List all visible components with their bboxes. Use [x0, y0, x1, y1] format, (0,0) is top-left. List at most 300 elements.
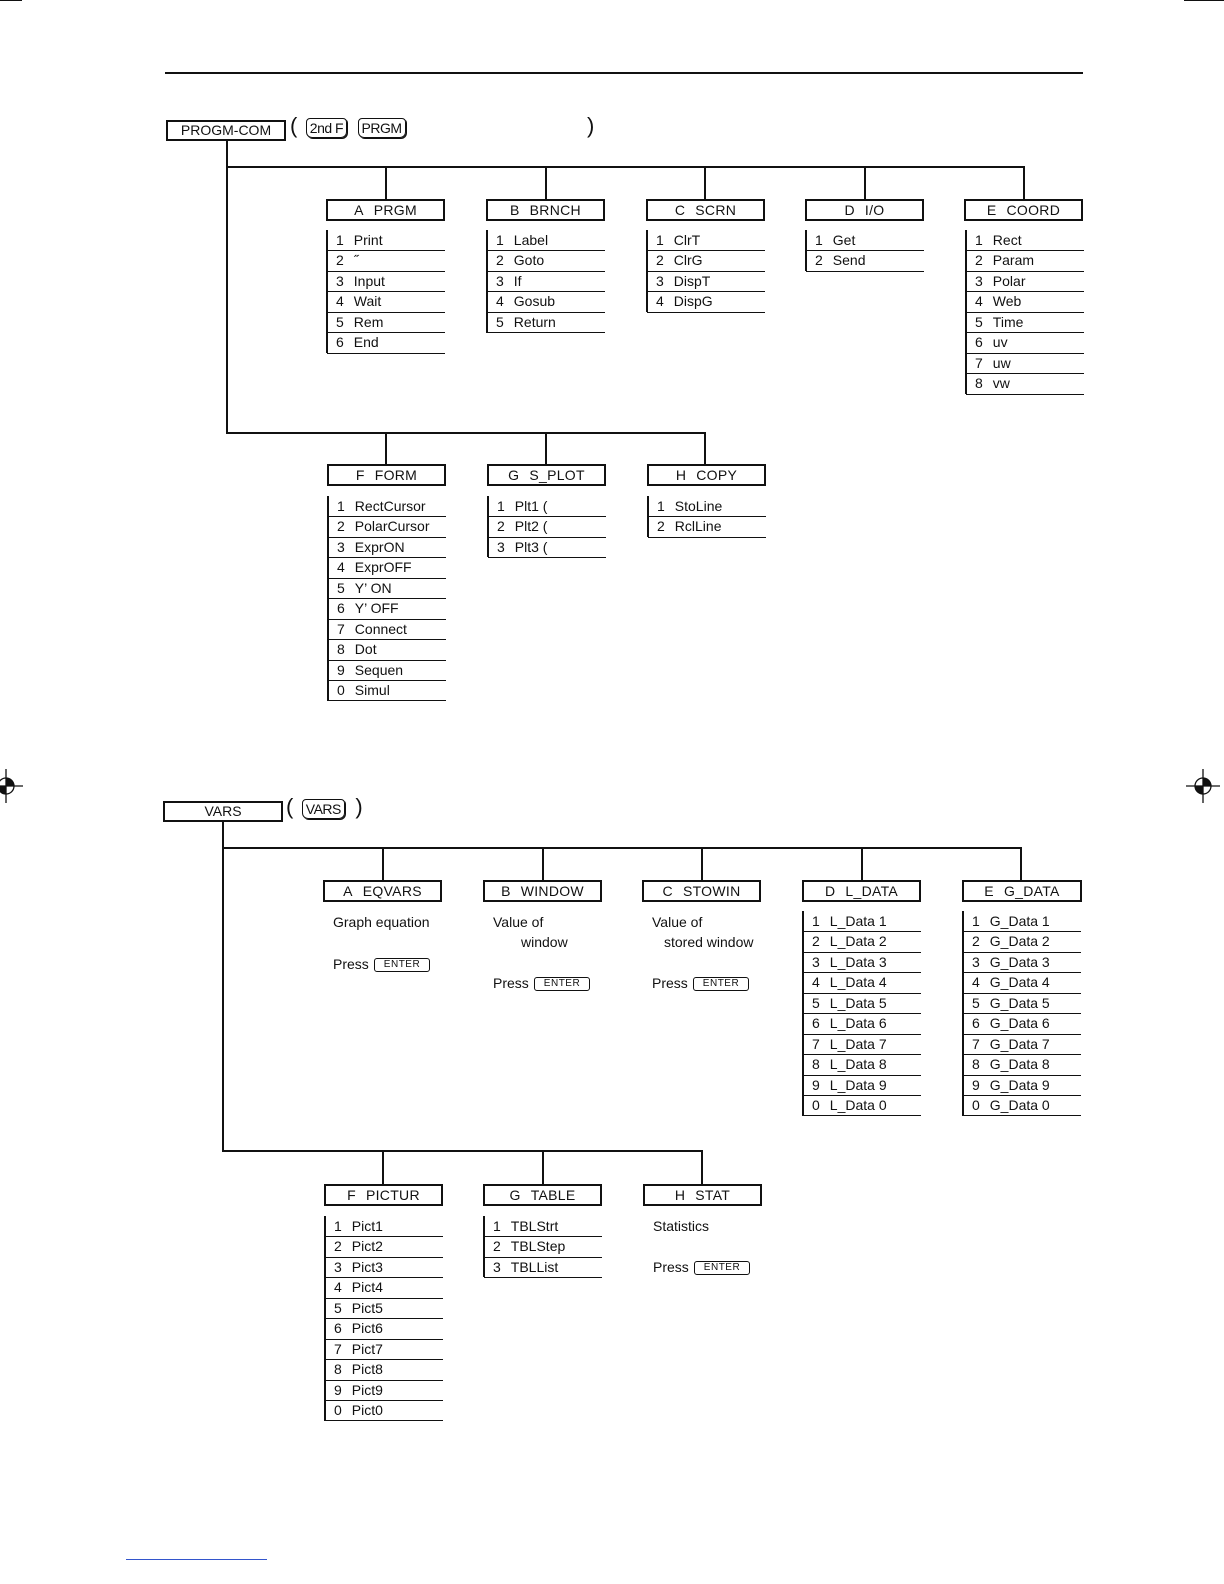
item-num: 8 [334, 1361, 342, 1378]
item-label: Goto [513, 252, 545, 269]
vars-trunk [222, 821, 224, 1152]
menu-title: COPY [696, 467, 738, 483]
menu-list-gdata [963, 912, 1081, 1116]
item-label: L_Data 9 [829, 1076, 887, 1093]
item-num: 1 [493, 1218, 501, 1234]
registration-mark-right [1186, 769, 1220, 803]
item-num: 3 [656, 272, 664, 289]
item-num: 1 [972, 913, 980, 929]
item-num: 2 [334, 1238, 342, 1255]
item-label: Plt1 ( [514, 498, 548, 514]
crop-mark-top-left [0, 0, 22, 1]
item-num: 0 [337, 681, 345, 698]
item-num: 9 [334, 1381, 342, 1398]
list-item [488, 497, 606, 517]
list-item [328, 599, 446, 619]
menu-header-form [327, 464, 446, 486]
connector [864, 166, 866, 200]
item-num: 7 [334, 1340, 342, 1357]
item-num: 4 [812, 974, 820, 991]
item-num: 1 [975, 232, 983, 248]
list-item [484, 1237, 602, 1257]
key-2ndf: 2nd F [306, 118, 347, 138]
list-item [647, 292, 765, 312]
item-label: L_Data 0 [829, 1096, 887, 1113]
menu-key: C [674, 202, 686, 218]
menu-list-table [484, 1217, 602, 1278]
list-item [487, 292, 605, 312]
item-num: 4 [334, 1279, 342, 1296]
menu-list-brnch [487, 231, 605, 333]
list-item [966, 313, 1084, 333]
item-label: Gosub [513, 293, 556, 310]
list-item [966, 272, 1084, 292]
item-num: 9 [972, 1076, 980, 1093]
item-num: 0 [334, 1401, 342, 1418]
connector [704, 166, 706, 200]
item-label: L_Data 4 [829, 974, 887, 991]
item-label: ExprON [354, 538, 405, 555]
item-num: 4 [337, 559, 345, 576]
item-label: Get [832, 232, 856, 248]
item-num: 5 [975, 313, 983, 330]
list-item [328, 640, 446, 660]
item-label: TBLList [510, 1258, 559, 1275]
crop-mark-top-right [1184, 0, 1224, 1]
item-num: 5 [496, 313, 504, 330]
list-item [488, 538, 606, 558]
item-label: ClrG [673, 252, 703, 269]
item-num: 4 [496, 293, 504, 310]
list-item [966, 333, 1084, 353]
item-label: Polar [992, 272, 1026, 289]
note-line: Value of [652, 914, 703, 930]
list-item [328, 517, 446, 537]
item-label: L_Data 1 [829, 913, 887, 929]
list-item [963, 932, 1081, 952]
item-label: G_Data 0 [989, 1096, 1050, 1113]
list-item [487, 251, 605, 271]
menu-header-coord [964, 199, 1083, 221]
item-num: 7 [975, 354, 983, 371]
item-label: G_Data 5 [989, 994, 1050, 1011]
connector [382, 847, 384, 880]
note-line: Statistics [653, 1218, 710, 1234]
list-item [325, 1217, 443, 1237]
item-num: 1 [812, 913, 820, 929]
item-num: 3 [334, 1258, 342, 1275]
vars-root-box [163, 801, 283, 822]
item-num: 9 [812, 1076, 820, 1093]
item-num: 2 [337, 518, 345, 535]
connector [1020, 847, 1022, 880]
list-item [487, 231, 605, 251]
menu-title: STOWIN [682, 883, 741, 899]
menu-title: PICTUR [365, 1187, 420, 1203]
registration-mark-left [0, 769, 23, 803]
menu-list-coord [966, 231, 1084, 395]
item-num: 2 [972, 933, 980, 950]
list-item [325, 1319, 443, 1339]
menu-list-io [806, 231, 924, 272]
item-label: Web [992, 293, 1022, 310]
menu-list-pictur [325, 1217, 443, 1421]
menu-key: C [662, 883, 673, 899]
list-item [325, 1340, 443, 1360]
item-num: 6 [812, 1015, 820, 1032]
item-num: 2 [657, 518, 665, 535]
menu-key: A [343, 883, 353, 899]
list-item [966, 231, 1084, 251]
list-item [327, 313, 445, 333]
item-label: L_Data 8 [829, 1056, 887, 1073]
item-num: 2 [656, 252, 664, 269]
list-item [325, 1278, 443, 1298]
list-item [963, 1076, 1081, 1096]
item-label: Pict2 [351, 1238, 383, 1255]
list-item [963, 1035, 1081, 1055]
item-label: Pict9 [351, 1381, 383, 1398]
header-rule [165, 72, 1083, 74]
item-label: StoLine [674, 498, 723, 514]
list-item [484, 1258, 602, 1278]
press-label: Press [333, 956, 369, 972]
item-num: 3 [336, 272, 344, 289]
menu-key: B [510, 202, 520, 218]
press-enter [333, 954, 430, 974]
item-num: 6 [334, 1320, 342, 1337]
list-item [963, 994, 1081, 1014]
list-item [647, 251, 765, 271]
menu-key: F [355, 467, 365, 483]
item-label: Wait [353, 293, 382, 310]
list-item [806, 251, 924, 271]
menu-header-ldata [802, 880, 921, 902]
list-item [963, 912, 1081, 932]
item-num: 4 [656, 293, 664, 310]
key-vars: VARS [302, 799, 345, 819]
list-item [806, 231, 924, 251]
item-label: Pict4 [351, 1279, 383, 1296]
vars-bus-lower [222, 1150, 703, 1152]
item-num: 7 [337, 620, 345, 637]
list-item [325, 1401, 443, 1421]
menu-key: G [508, 467, 520, 483]
item-label: Pict5 [351, 1299, 383, 1316]
menu-list-copy [648, 497, 766, 538]
item-num: 1 [336, 232, 344, 248]
note-line: stored window [664, 934, 754, 950]
connector [385, 432, 387, 465]
note-stat [653, 1216, 750, 1277]
item-num: 5 [972, 994, 980, 1011]
menu-list-splot [488, 497, 606, 558]
item-label: Rem [353, 313, 384, 330]
menu-header-scrn [646, 199, 765, 221]
menu-header-stowin [642, 880, 761, 902]
connector [385, 166, 387, 200]
item-num: 3 [337, 538, 345, 555]
list-item [327, 292, 445, 312]
item-num: 0 [972, 1096, 980, 1113]
progm-com-root-label: PROGM-COM [180, 122, 272, 138]
list-item [325, 1360, 443, 1380]
item-label: Input [353, 272, 385, 289]
item-num: 2 [497, 518, 505, 535]
menu-key: A [354, 202, 364, 218]
list-item [484, 1217, 602, 1237]
item-num: 2 [493, 1238, 501, 1255]
open-paren: ( [286, 794, 294, 819]
menu-header-eqvars [323, 880, 442, 902]
list-item [328, 497, 446, 517]
item-label: L_Data 6 [829, 1015, 887, 1032]
press-enter [653, 1257, 750, 1277]
list-item [803, 1035, 921, 1055]
item-num: 8 [975, 375, 983, 392]
item-num: 8 [337, 641, 345, 658]
menu-header-copy [647, 464, 766, 486]
list-item [966, 354, 1084, 374]
progm-keys [290, 114, 412, 138]
progm-com-root-box [166, 120, 286, 141]
item-label: G_Data 8 [989, 1056, 1050, 1073]
list-item [963, 1055, 1081, 1075]
note-window [493, 912, 590, 993]
item-num: 6 [336, 334, 344, 351]
enter-key-icon: ENTER [374, 958, 430, 972]
item-label: RectCursor [354, 498, 426, 514]
list-item [327, 333, 445, 353]
list-item [327, 272, 445, 292]
item-label: Dot [354, 641, 377, 658]
list-item [327, 251, 445, 271]
menu-header-brnch [486, 199, 605, 221]
item-num: 6 [972, 1015, 980, 1032]
item-label: Pict8 [351, 1361, 383, 1378]
menu-title: EQVARS [362, 883, 422, 899]
menu-key: D [824, 883, 836, 899]
item-num: 4 [336, 293, 344, 310]
item-num: 3 [497, 538, 505, 555]
item-label: uw [992, 354, 1011, 371]
item-label: Simul [354, 681, 390, 698]
item-num: 4 [975, 293, 983, 310]
item-num: 2 [496, 252, 504, 269]
item-num: 5 [337, 579, 345, 596]
list-item [325, 1299, 443, 1319]
menu-header-pictur [324, 1184, 443, 1206]
open-paren: ( [290, 113, 298, 138]
menu-title: TABLE [530, 1187, 576, 1203]
item-label: DispG [673, 293, 713, 310]
menu-title: BRNCH [529, 202, 581, 218]
progm-bus-lower [226, 432, 706, 434]
item-num: 2 [812, 933, 820, 950]
item-label: DispT [673, 272, 711, 289]
list-item [963, 1014, 1081, 1034]
menu-key: F [347, 1187, 356, 1203]
item-label: L_Data 5 [829, 994, 887, 1011]
list-item [803, 1076, 921, 1096]
note-line: window [521, 934, 568, 950]
connector [382, 1150, 384, 1184]
item-label: TBLStrt [510, 1218, 559, 1234]
item-num: 1 [497, 498, 505, 514]
list-item [325, 1258, 443, 1278]
list-item [803, 973, 921, 993]
item-label: G_Data 6 [989, 1015, 1050, 1032]
connector [704, 432, 706, 465]
menu-header-splot [487, 464, 606, 486]
item-num: 9 [337, 661, 345, 678]
item-label: G_Data 1 [989, 913, 1050, 929]
menu-key: E [984, 883, 994, 899]
vars-root-label: VARS [204, 803, 242, 819]
item-num: 1 [334, 1218, 342, 1234]
progm-trunk [226, 140, 228, 434]
list-item [325, 1237, 443, 1257]
enter-key-icon: ENTER [693, 977, 749, 991]
item-num: 6 [337, 600, 345, 617]
item-label: Plt3 ( [514, 538, 548, 555]
list-item [328, 681, 446, 701]
item-label: Connect [354, 620, 407, 637]
item-num: 5 [334, 1299, 342, 1316]
list-item [966, 292, 1084, 312]
item-label: uv [992, 334, 1008, 351]
press-label: Press [653, 1259, 689, 1275]
menu-header-table [483, 1184, 602, 1206]
item-label: If [513, 272, 522, 289]
enter-key-icon: ENTER [534, 977, 590, 991]
list-item [803, 1096, 921, 1116]
note-line: Graph equation [333, 914, 430, 930]
menu-title: FORM [374, 467, 418, 483]
item-num: 2 [815, 252, 823, 269]
menu-title: I/O [864, 202, 885, 218]
list-item [487, 272, 605, 292]
vars-bus-upper [222, 847, 1022, 849]
item-label: TBLStep [510, 1238, 566, 1255]
item-label: Label [513, 232, 549, 248]
item-label: L_Data 2 [829, 933, 887, 950]
list-item [803, 932, 921, 952]
list-item [648, 517, 766, 537]
item-label: Plt2 ( [514, 518, 548, 535]
list-item [963, 953, 1081, 973]
menu-list-scrn [647, 231, 765, 313]
item-num: 6 [975, 334, 983, 351]
item-num: 1 [657, 498, 665, 514]
item-label: Pict6 [351, 1320, 383, 1337]
press-enter [493, 973, 590, 993]
item-label: L_Data 7 [829, 1035, 887, 1052]
menu-list-prgm [327, 231, 445, 354]
item-label: Pict3 [351, 1258, 383, 1275]
list-item [803, 994, 921, 1014]
item-label: ClrT [673, 232, 701, 248]
list-item [328, 579, 446, 599]
item-label: Print [353, 232, 383, 248]
note-line: Value of [493, 914, 544, 930]
footer-rule [126, 1559, 267, 1560]
item-label: Param [992, 252, 1035, 269]
list-item [328, 558, 446, 578]
menu-title: STAT [695, 1187, 731, 1203]
list-item [647, 272, 765, 292]
list-item [963, 973, 1081, 993]
item-num: 1 [496, 232, 504, 248]
list-item [647, 231, 765, 251]
connector [545, 432, 547, 465]
list-item [328, 620, 446, 640]
item-num: 1 [815, 232, 823, 248]
menu-key: B [501, 883, 511, 899]
list-item [328, 538, 446, 558]
item-label: Y’ OFF [354, 600, 399, 617]
connector [701, 1150, 703, 1184]
menu-title: COORD [1006, 202, 1061, 218]
item-label: Send [832, 252, 866, 269]
menu-title: WINDOW [520, 883, 584, 899]
item-label: Time [992, 313, 1024, 330]
key-prgm: PRGM [358, 118, 406, 138]
vars-keys [286, 795, 363, 819]
close-paren: ) [587, 113, 595, 138]
item-label: G_Data 7 [989, 1035, 1050, 1052]
note-eqvars [333, 912, 430, 974]
list-item [803, 1014, 921, 1034]
menu-list-ldata [803, 912, 921, 1116]
connector [545, 166, 547, 200]
enter-key-icon: ENTER [694, 1261, 750, 1275]
menu-key: H [675, 467, 687, 483]
press-label: Press [493, 975, 529, 991]
item-num: 8 [812, 1056, 820, 1073]
list-item [325, 1381, 443, 1401]
menu-title: PRGM [373, 202, 417, 218]
item-num: 4 [972, 974, 980, 991]
item-num: 5 [336, 313, 344, 330]
item-label: vw [992, 375, 1010, 392]
item-label: G_Data 3 [989, 953, 1050, 970]
menu-header-window [483, 880, 602, 902]
menu-key: G [509, 1187, 521, 1203]
menu-header-prgm [326, 199, 445, 221]
item-num: 7 [972, 1035, 980, 1052]
menu-list-form [328, 497, 446, 701]
item-label: L_Data 3 [829, 953, 887, 970]
item-num: 0 [812, 1096, 820, 1113]
connector [542, 1150, 544, 1184]
list-item [487, 313, 605, 333]
menu-title: L_DATA [845, 883, 899, 899]
item-label: ˝ [353, 252, 359, 269]
item-label: Y’ ON [354, 579, 392, 596]
item-num: 7 [812, 1035, 820, 1052]
progm-bus-upper [226, 166, 1025, 168]
item-num: 1 [337, 498, 345, 514]
item-num: 2 [975, 252, 983, 269]
item-label: Pict7 [351, 1340, 383, 1357]
list-item [963, 1096, 1081, 1116]
menu-header-gdata [962, 880, 1082, 902]
item-num: 3 [975, 272, 983, 289]
list-item [966, 374, 1084, 394]
list-item [327, 231, 445, 251]
menu-key: H [674, 1187, 686, 1203]
